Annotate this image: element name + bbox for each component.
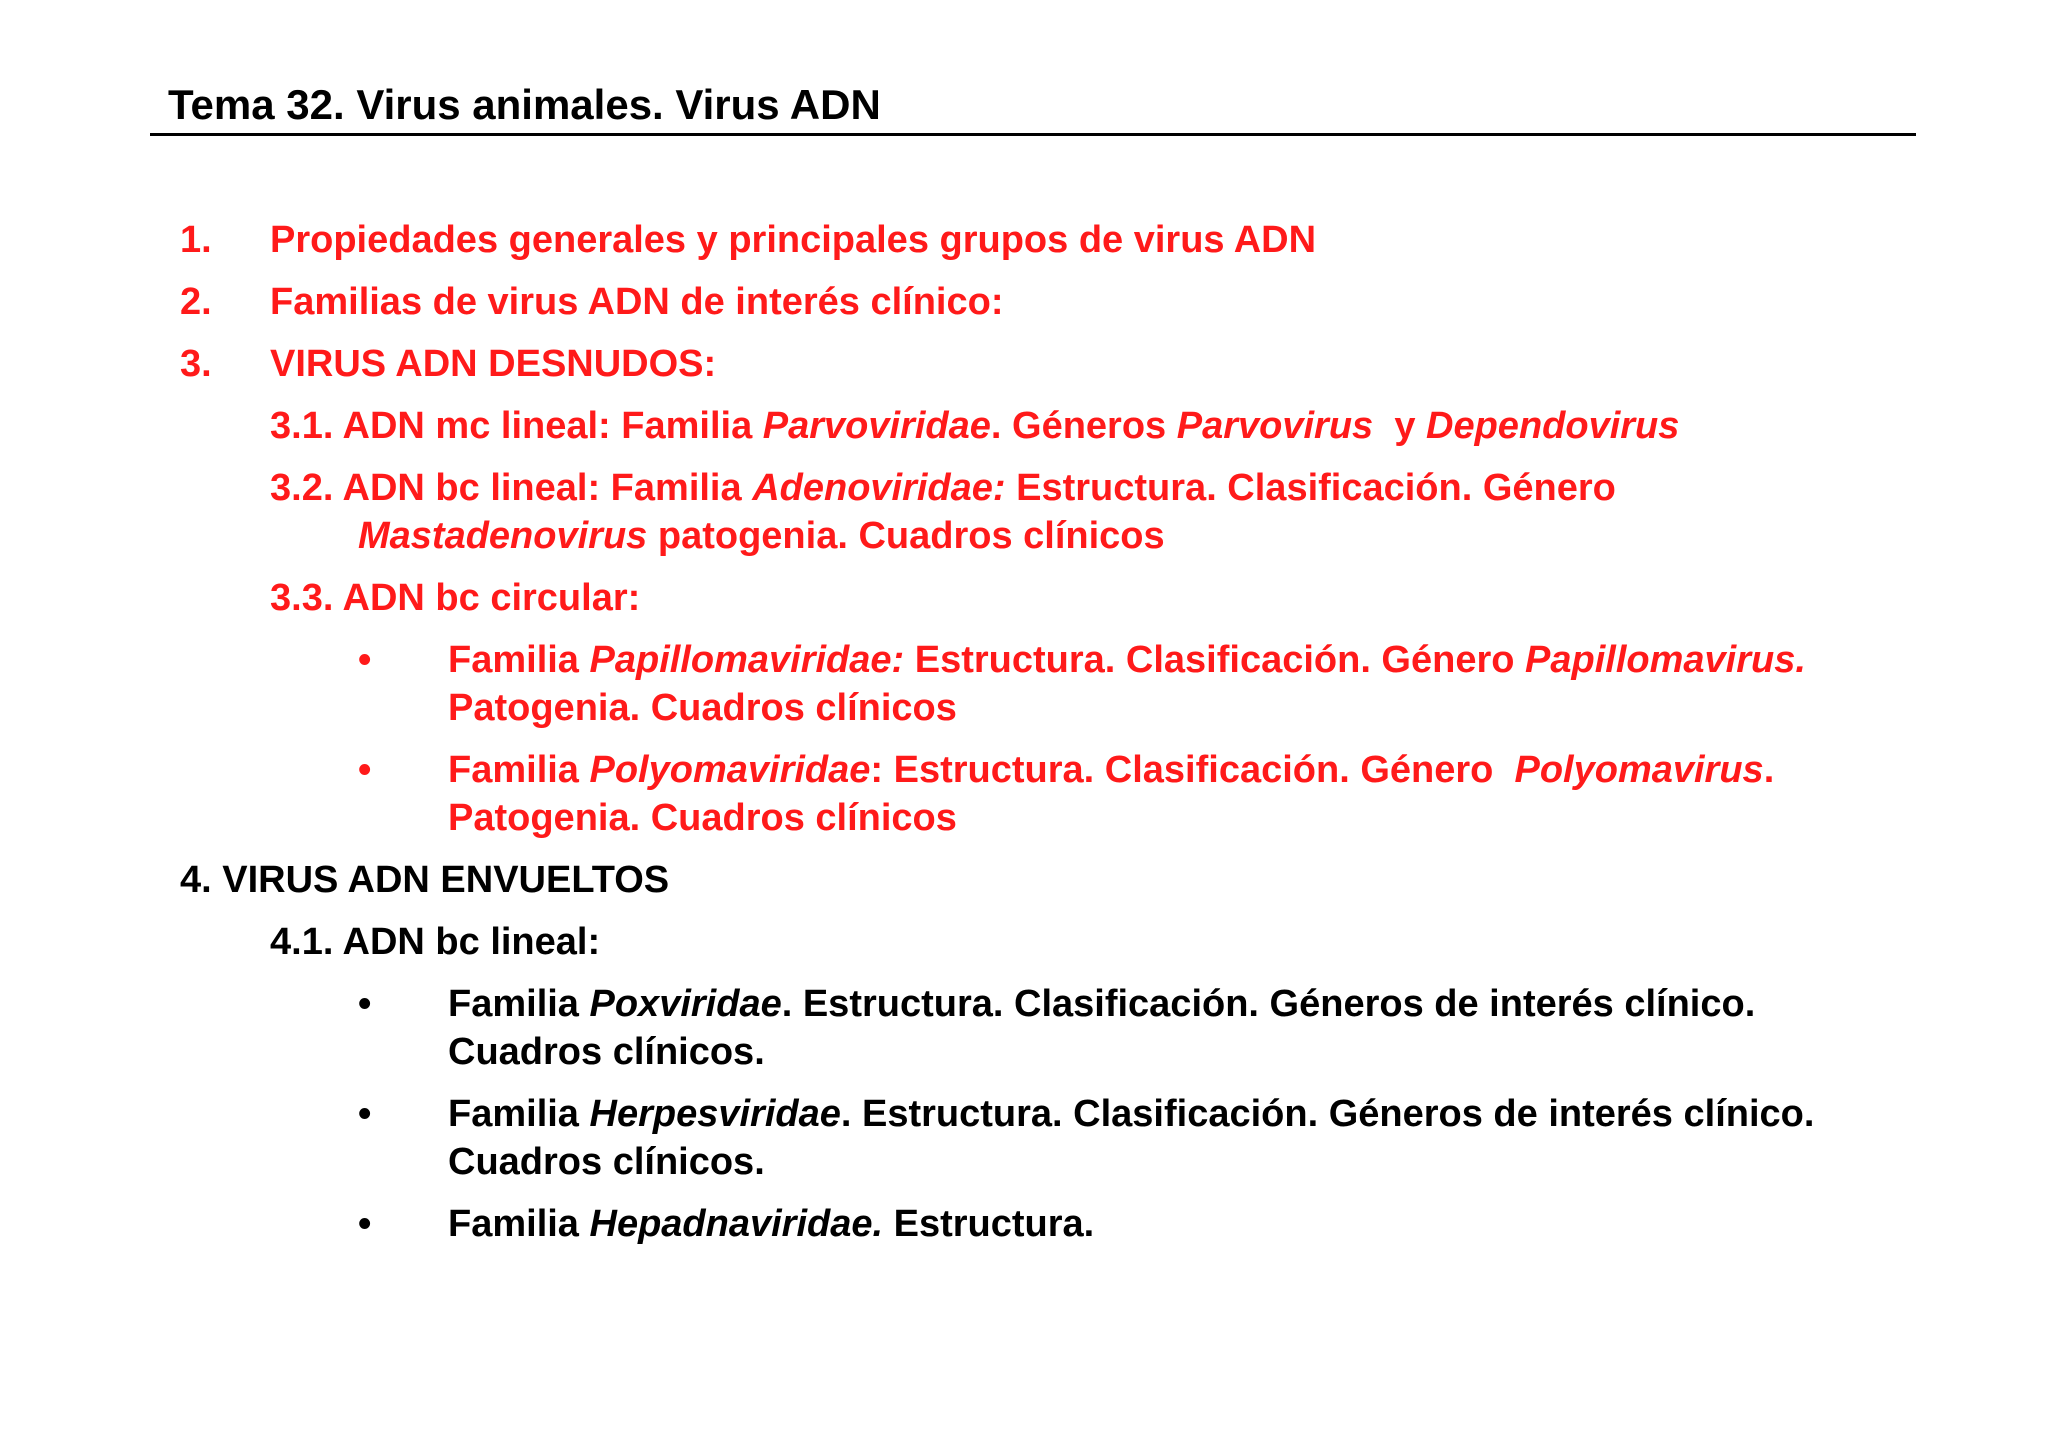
item-text: 4. VIRUS ADN ENVUELTOS [180, 859, 670, 901]
page-title: Tema 32. Virus animales. Virus ADN [168, 81, 881, 128]
item-text: Familias de virus ADN de interés clínico: [270, 281, 1004, 323]
genus-name: Polyomavirus [1514, 749, 1764, 791]
item-text: Propiedades generales y principales grupos de virus ADN [270, 219, 1317, 261]
bullet-marker: • [358, 749, 372, 791]
bullet-item-herpesviridae-continuation [448, 1138, 765, 1186]
item-text: 3.1. ADN mc lineal: Familia [270, 405, 763, 447]
outline-item-3-1 [270, 402, 1679, 450]
genus-name: Mastadenovirus [358, 515, 648, 557]
item-text: VIRUS ADN DESNUDOS: [270, 343, 717, 385]
outline-item-3-2 [270, 464, 1616, 512]
family-name: Poxviridae [589, 983, 782, 1025]
item-text: 3.3. ADN bc circular: [270, 577, 641, 619]
item-text: . Estructura. Clasificación. Géneros de interés clínico. [840, 1093, 1815, 1135]
outline-item-4 [180, 856, 669, 904]
family-name: Polyomaviridae [589, 749, 871, 791]
family-name: Hepadnaviridae. [589, 1203, 884, 1245]
item-text: Estructura. [883, 1203, 1095, 1245]
family-name: Adenoviridae: [752, 467, 1006, 509]
item-text: . [1763, 749, 1775, 791]
outline-item-3-3 [270, 574, 640, 622]
bullet-marker: • [358, 983, 372, 1025]
family-name: Herpesviridae [589, 1093, 841, 1135]
bullet-item-papillomaviridae-continuation [448, 684, 957, 732]
outline-item-4-1 [270, 918, 600, 966]
item-text: 4.1. ADN bc lineal: [270, 921, 601, 963]
outline-item-3-2-continuation [358, 512, 1165, 560]
item-text: y [1373, 405, 1427, 447]
item-text: 3.2. ADN bc lineal: Familia [270, 467, 753, 509]
item-text: patogenia. Cuadros clínicos [647, 515, 1165, 557]
item-text: Familia [448, 749, 590, 791]
item-text: Cuadros clínicos. [448, 1031, 765, 1073]
item-text: Familia [448, 983, 590, 1025]
genus-name: Dependovirus [1426, 405, 1680, 447]
item-number: 3. [180, 343, 212, 385]
item-number: 1. [180, 219, 212, 261]
bullet-marker: • [358, 639, 372, 681]
item-text: Patogenia. Cuadros clínicos [448, 687, 957, 729]
family-name: Papillomaviridae: [589, 639, 905, 681]
family-name: Parvoviridae [762, 405, 991, 447]
item-text: Estructura. Clasificación. Género [1005, 467, 1616, 509]
item-text: Estructura. Clasificación. Género [904, 639, 1526, 681]
bullet-marker: • [358, 1093, 372, 1135]
item-text: Familia [448, 1203, 590, 1245]
genus-name: Papillomavirus. [1525, 639, 1806, 681]
item-text: Patogenia. Cuadros clínicos [448, 797, 957, 839]
title-underline [150, 133, 1916, 136]
bullet-item-polyomaviridae-continuation [448, 794, 957, 842]
item-text: . Estructura. Clasificación. Géneros de interés clínico. [781, 983, 1756, 1025]
item-text: : Estructura. Clasificación. Género [870, 749, 1515, 791]
item-text: Cuadros clínicos. [448, 1141, 765, 1183]
bullet-marker: • [358, 1203, 372, 1245]
bullet-item-poxviridae-continuation [448, 1028, 765, 1076]
item-text: Familia [448, 639, 590, 681]
item-text: Familia [448, 1093, 590, 1135]
genus-name: Parvovirus [1176, 405, 1374, 447]
item-text: . Géneros [990, 405, 1177, 447]
item-number: 2. [180, 281, 212, 323]
